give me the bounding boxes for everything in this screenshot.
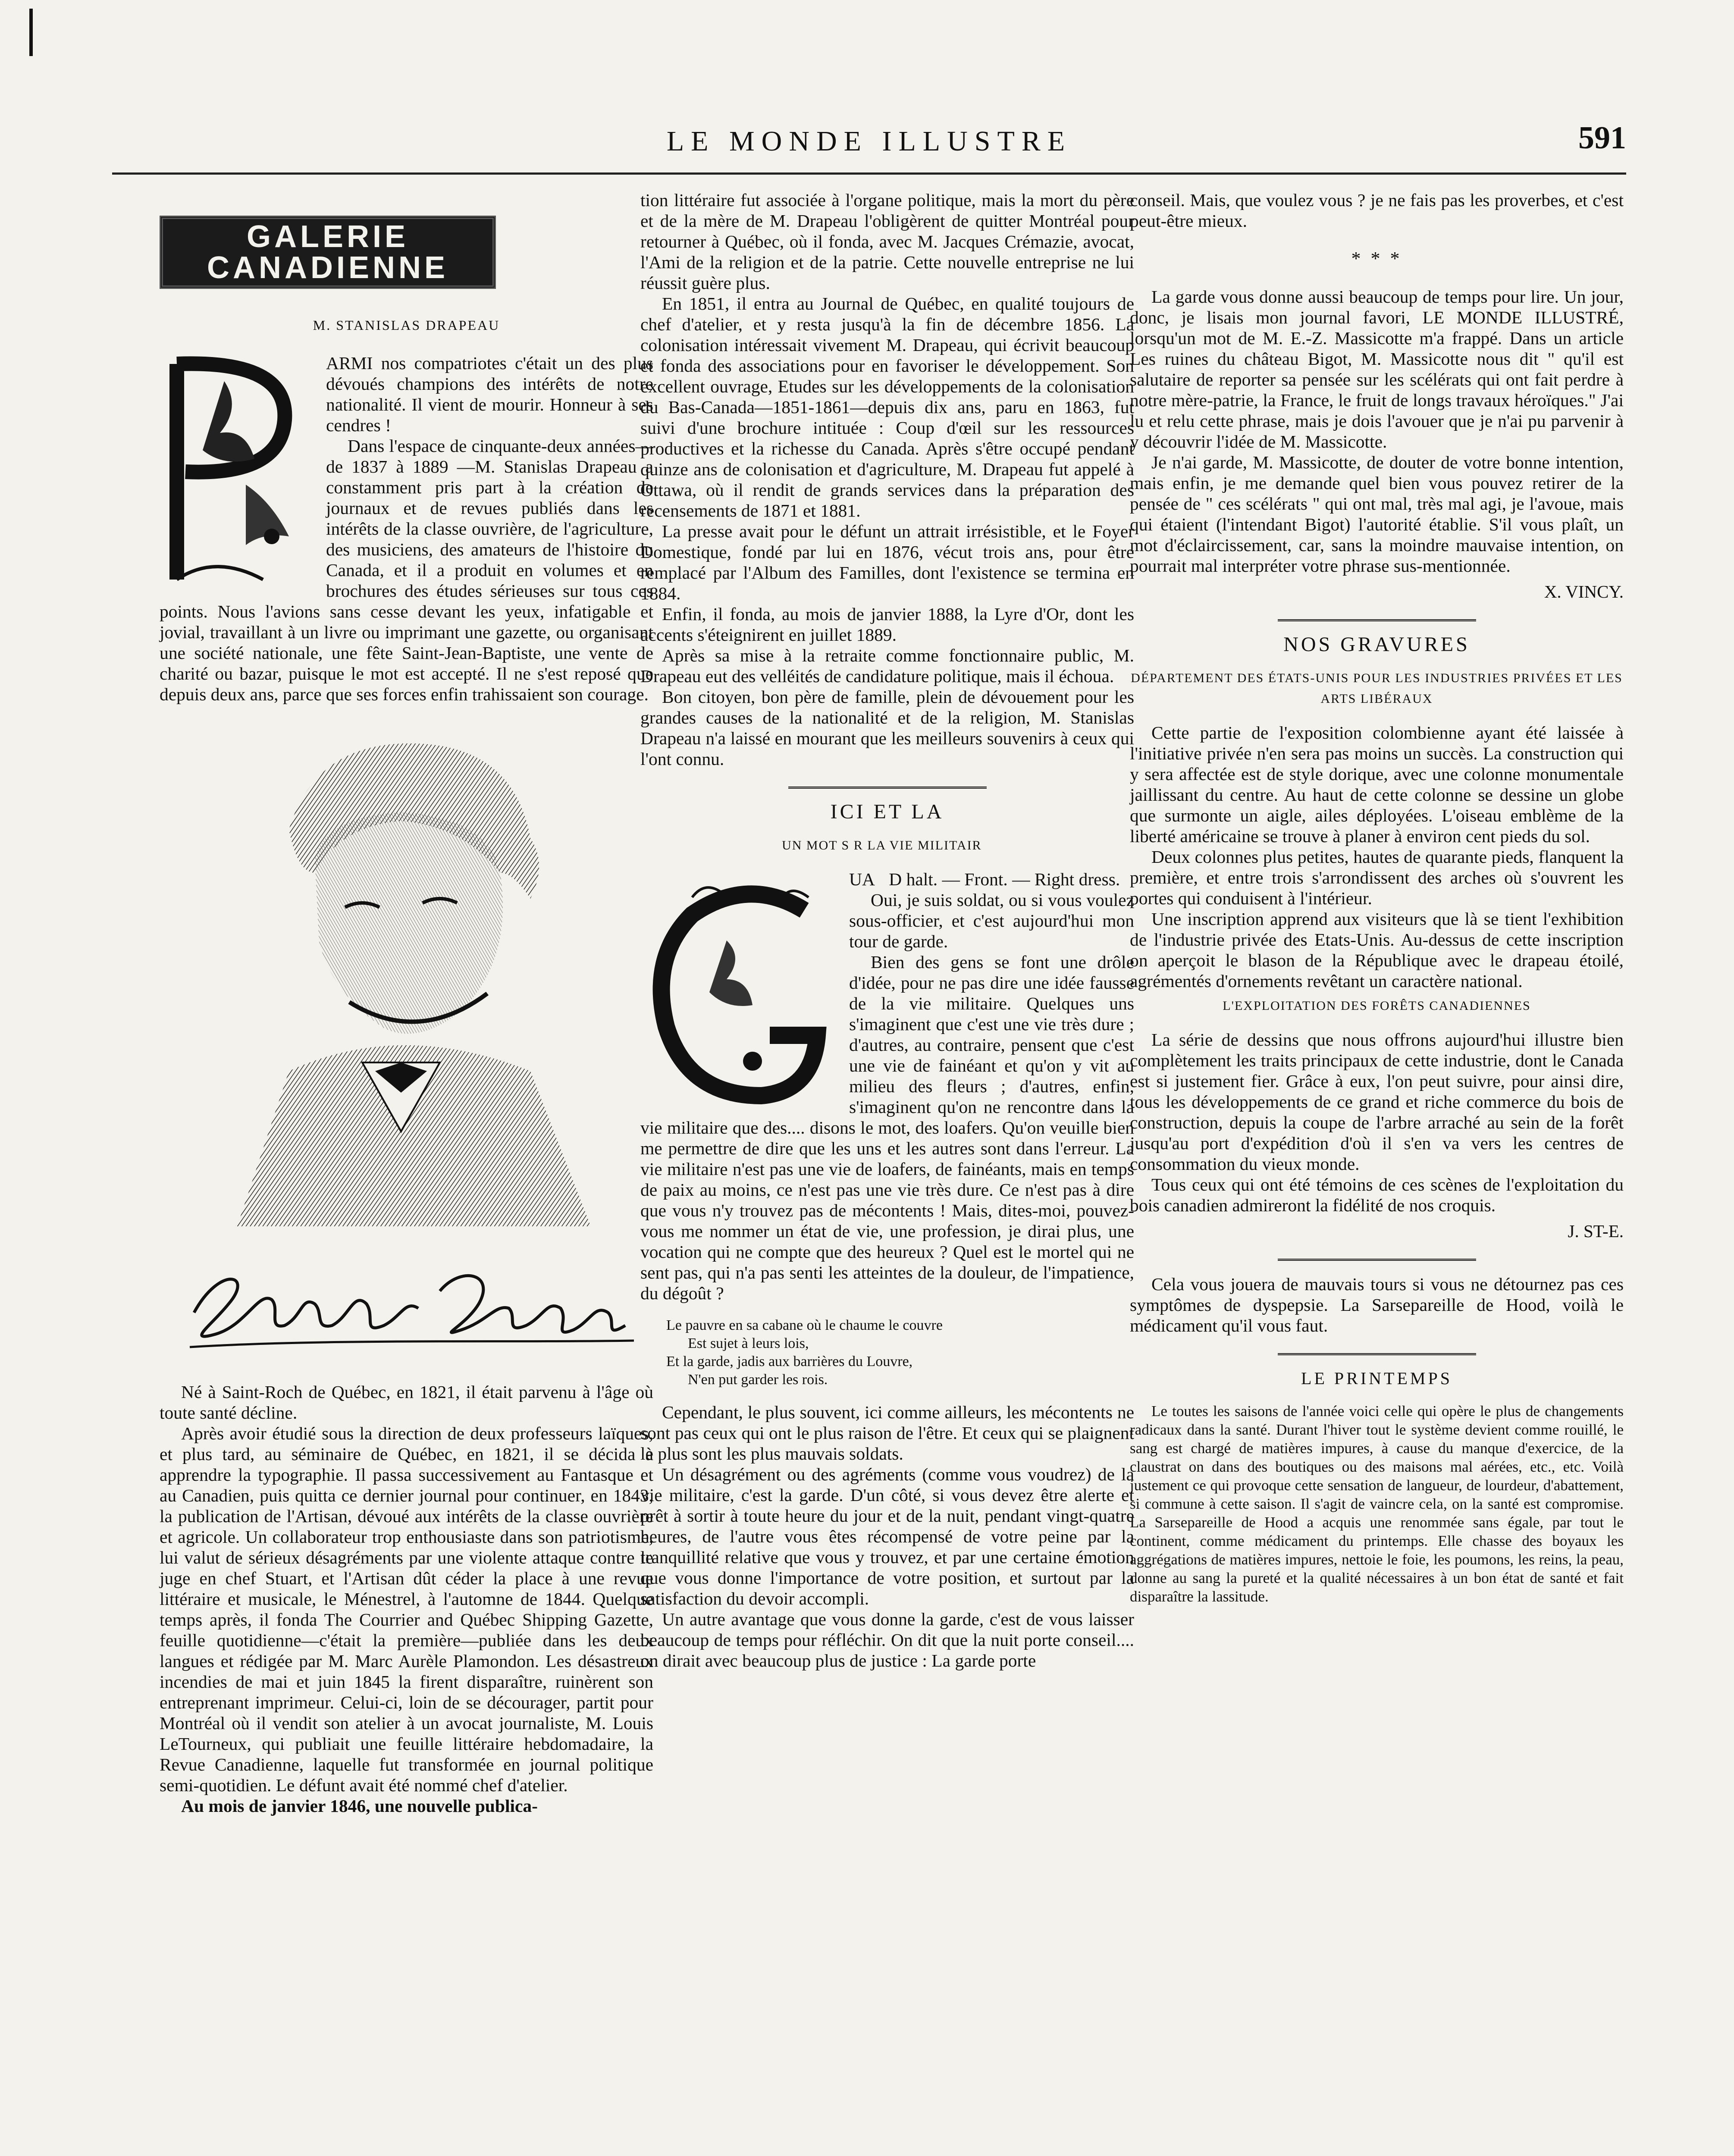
masthead-line-2: CANADIENNE [207,251,449,285]
scan-edge-mark [29,9,33,56]
paragraph: Après avoir étudié sous la direction de deux professeurs laïques, et plus tard, au séminaire de Québec, en 1821, il se décida à apprendre la typographie. Il passa successivement au Fantasque et au Canadien, puis quitta ce dernier journal pour continuer, en 1843, la publication de l'Artisan, dévoué aux intérêts de la classe ouvrière et agricole. Un collaborateur trop enthousiaste dans son patriotisme, lui valut de sérieux désagréments par une violente attaque contre le juge en chef Stuart, et l'Artisan dût céder la place à une revue littéraire et musicale, le Ménestrel, à l'automne de 1844. Quelque temps après, il fonda The Courrier and Québec Shipping Gazette, feuille quotidienne—c'était la première—publiée dans les deux langues et rédigée par M. Marc Aurèle Plamondon. Les désastreux incendies de mai et juin 1845 la firent disparaître, ruinèrent son entreprenant imprimeur. Celui-ci, loin de se décourager, partit pour Montréal où il vendit son atelier à un avocat journaliste, M. Louis LeTourneux, qui publiait une feuille littéraire hebdomadaire, la Revue Canadienne, laquelle fut transformée en journal politique semi-quotidien. Le défunt avait été nommé chef d'atelier. [160,1423,653,1795]
section-title-le-printemps: LE PRINTEMPS [1301,1369,1452,1388]
running-title: LE MONDE ILLUSTRE [666,125,1072,157]
paragraph: Au mois de janvier 1846, une nouvelle publica- [181,1796,538,1816]
article-subhead: UN MOT S R LA VIE MILITAIR  [782,838,993,852]
masthead-line-1: GALERIE [246,219,409,254]
poem-line: Le pauvre en sa cabane où le chaume le couvre [666,1317,943,1333]
column-1 [160,190,653,1816]
ornamental-drop-cap-g [640,871,839,1113]
column-2 [640,190,1134,1671]
paragraph: La presse avait pour le défunt un attrait irrésistible, et le Foyer Domestique, fondé par lui en 1876, vécut trois ans, pour être remplacé par l'Album des Familles, dont l'existence se termina en 1884. [640,521,1134,603]
paragraph: UA D halt. — Front. — Right dress. [849,869,1120,889]
section-divider [1278,1353,1476,1355]
paragraph: Cela vous jouera de mauvais tours si vous ne détournez pas ces symptômes de dyspepsie. La Sarsepareille de Hood, voilà le médicament qu'il vous faut. [1130,1274,1624,1335]
paragraph: Cependant, le plus souvent, ici comme ailleurs, les mécontents ne sont pas ceux qui ont le plus raison de l'être. Et ceux qui se plaignent le plus sont les plus mauvais soldats. [640,1402,1134,1463]
paragraph: tion littéraire fut associée à l'organe politique, mais la mort du père et de la mère de M. Drapeau l'obligèrent de quitter Montréal pour retourner à Québec, où il fonda, avec M. Jacques Crémazie, avocat, l'Ami de la religion et de la patrie. Cette nouvelle entreprise ne lui réussit guère plus. [640,190,1134,293]
paragraph: Né à Saint-Roch de Québec, en 1821, il était parvenu à l'âge où toute santé décline. [160,1382,653,1423]
section-title-ici-et-la: ICI ET LA [830,800,944,823]
paragraph: Après sa mise à la retraite comme fonctionnaire public, M. Drapeau eut des velléités de candidature politique, mais il échoua. [640,646,1134,686]
paragraph: Oui, je suis soldat, ou si vous voulez sous-officier, et c'est aujourd'hui mon tour de garde. [849,890,1134,951]
paragraph: Bien des gens se font une drôle d'idée, pour ne pas dire une idée fausse de la vie militaire. Quelques uns s'imaginent que c'est une vie très dure ; d'autres, au contraire, pensent que c'est une vie de fainéant et qu'on y vit au milieu des fleurs ; d'autres, enfin, s'imaginent qu'on ne rencontre dans la vie militaire que des.... disons le mot, des loafers. Qu'on veuille bien me permettre de dire que les uns et les autres sont dans l'erreur. La vie militaire n'est pas une vie de loafers, de fainéants, mais en temps de paix au moins, ce n'est pas une vie très dure. Ce n'est pas à dire que vous n'y trouvez pas de mécontents ! Mais, dites-moi, pouvez-vous me nommer un état de vie, une profession, je dirai plus, une vocation qui ne compte que des heureux ? Quel est le mortel qui ne sent pas, qui n'a pas senti les atteintes de la douleur, de l'impatience, du dégoût ? [640,952,1134,1303]
paragraph: En 1851, il entra au Journal de Québec, en qualité toujours de chef d'atelier, et y resta jusqu'à la fin de décembre 1856. La colonisation intéressait vivement M. Drapeau, qui écrivit beaucoup et fonda des associations pour en favoriser le développement. Son excellent ouvrage, Etudes sur les développements de la colonisation du Bas-Canada—1851-1861—depuis dix ans, paru en 1863, fut suivi d'une brochure intituée : Coup d'œil sur les ressources productives et la richesse du Canada. Après s'être occupé pendant quinze ans de colonisation et d'agriculture, M. Drapeau fut appelé à Ottawa, où il rendit de grands services dans la préparation des recensements de 1871 et 1881. [640,294,1134,520]
paragraph: Tous ceux qui ont été témoins de ces scènes de l'exploitation du bois canadien admireront la fidélité de nos croquis. [1130,1175,1624,1215]
paragraph: conseil. Mais, que voulez vous ? je ne fais pas les proverbes, et c'est peut-être mieux. [1130,190,1624,231]
asterism-divider: * * * [1351,248,1402,269]
galerie-canadienne-masthead [160,216,496,289]
page-number: 591 [1578,120,1626,156]
column-3 [1130,190,1624,1606]
paragraph: ARMI nos compatriotes c'était un des plus dévoués champions des intérêts de notre nationalité. Il vient de mourir. Honneur à ses cendres ! [326,353,653,435]
page-header [112,116,1626,175]
poem-line: N'en put garder les rois. [688,1372,828,1388]
paragraph: Un autre avantage que vous donne la garde, c'est de vous laisser beaucoup de temps pour réfléchir. On dit que la nuit porte conseil.... on dirait avec beaucoup plus de justice : La garde porte [640,1609,1134,1670]
poem-line: Est sujet à leurs lois, [688,1335,809,1351]
paragraph: Dans l'espace de cinquante-deux années—de 1837 à 1889 —M. Stanislas Drapeau a constamment pris part à la création de journaux et de revues publiés dans les intérêts de la classe ouvrière, de l'agriculture, des musiciens, des amateurs de l'histoire du Canada, et il a produit en volumes et en brochures des études sérieuses sur tous ces points. Nous l'avions sans cesse devant les yeux, infatigable et jovial, travaillant à un livre ou imprimant une gazette, ou organisant une société nationale, une fête Saint-Jean-Baptiste, une vente de charité ou bazar, puisque le mot est accepté. Il ne s'est reposé que depuis deux ans, parce que ses forces enfin trahissaient son courage. [160,436,653,704]
poem-line: Et la garde, jadis aux barrières du Louvre, [666,1354,913,1369]
section-divider [788,787,987,789]
paragraph: Cette partie de l'exposition colombienne ayant été laissée à l'initiative privée n'en sera pas moins un succès. La construction qui y sera affectée est de style dorique, avec une colonne monumentale jaillissant du centre. Au haut de cette colonne se dessine un globe que surmonte un aigle, ailes déployées. L'oiseau emblème de la liberté américaine se trouve à planer à environ cent pieds du sol. [1130,723,1624,846]
handwritten-signature [160,1239,653,1369]
paragraph: Deux colonnes plus petites, hautes de quarante pieds, flanquent la première, et entre trois s'arrondissent des arches où s'ouvrent les portes qui conduisent à l'intérieur. [1130,847,1624,908]
paragraph: Je n'ai garde, M. Massicotte, de douter de votre bonne intention, mais enfin, je me demande quel bien vous pouvez retirer de la pensée de " ces scélérats " qui ont mal, très mal agi, je l'avoue, mais qui étaient (l'intendant Bigot) l'autorité établie. S'il vous plaît, un mot d'éclaircissement, car, sans la moindre mauvaise intention, on pourrait mal interpréter votre phrase sus-mentionnée. [1130,452,1624,576]
paragraph: La série de dessins que nous offrons aujourd'hui illustre bien complètement les traits principaux de cette industrie, dont le Canada est si justement fier. Grâce à eux, l'on peut suivre, pour ainsi dire, tous les développements de ce grand et riche commerce du bois de construction, depuis la coupe de l'arbre arraché au sein de la forêt jusqu'au port d'expédition d'où il s'en va vers les centres de consommation du vieux monde. [1130,1030,1624,1174]
author-signature: J. ST-E. [1568,1221,1624,1241]
section-divider [1278,619,1476,621]
paragraph: Le toutes les saisons de l'année voici celle qui opère le plus de changements radicaux dans la santé. Durant l'hiver tout le système devient comme rouillé, le sang est chargé de matières impures, à cause du manque d'exercice, de la claustrat on dans des boutiques ou des maisons mal aérées, etc., etc. Voilà justement ce qui provoque cette sensation de langueur, de lourdeur, d'abattement, si commune à cette saison. Il s'agit de vaincre cela, on la santé est compromise. La Sarsepareille de Hood a acquis une renommée sans égale, par tout le continent, comme médicament du printemps. Elle chasse des boyaux les aggrégations de matières impures, nettoie le foie, les poumons, les reins, la peau, donne au sang la pureté et la qualité nécessaires à un bon état de santé et fait disparaître la lassitude. [1130,1403,1624,1605]
paragraph: Une inscription apprend aux visiteurs que là se tient l'exhibition de l'industrie privée des Etats-Unis. Au-dessus de cette inscription on aperçoit le blason de la République avec le drapeau étoilé, agrémentés d'ornements revêtant un caractère national. [1130,909,1624,991]
article-subhead: L'EXPLOITATION DES FORÊTS CANADIENNES [1223,999,1531,1013]
author-signature: X. VINCY. [1544,582,1624,602]
portrait-engraving [160,718,653,1226]
section-title-nos-gravures: NOS GRAVURES [1283,633,1470,656]
paragraph: Un désagrément ou des agréments (comme vous voudrez) de la vie militaire, c'est la garde. D'un côté, si vous devez être alerte et prêt à sortir à toute heure du jour et de la nuit, pendant vingt-quatre heures, de l'autre vous êtes récompensé de votre peine par la tranquillité relative que vous y trouvez, et par une certaine émotion que vous donne l'importance de votre position, et surtout par la satisfaction du devoir accompli. [640,1464,1134,1608]
ornamental-drop-cap-p [160,355,315,588]
section-divider [1278,1259,1476,1261]
article-subhead: DÉPARTEMENT DES ÉTATS-UNIS POUR LES INDUSTRIES PRIVÉES ET LES ARTS LIBÉRAUX [1131,671,1623,706]
paragraph: Enfin, il fonda, au mois de janvier 1888, la Lyre d'Or, dont les accents s'éteignirent en juillet 1889. [640,604,1134,645]
paragraph: Bon citoyen, bon père de famille, plein de dévouement pour les grandes causes de la nationalité et de la religion, M. Stanislas Drapeau n'a laissé en mourant que les meilleurs souvenirs à ceux qui l'ont connu. [640,687,1134,769]
paragraph: La garde vous donne aussi beaucoup de temps pour lire. Un jour, donc, je lisais mon journal favori, LE MONDE ILLUSTRÉ, lorsqu'un mot de M. E.-Z. Massicotte m'a frappé. Dans un article Les ruines du château Bigot, M. Massicotte nous dit " qu'il est salutaire de reporter sa pensée sur les scélérats qui ont fait perdre à notre mère-patrie, la France, le fruit de longs travaux héroïques." J'ai lu et relu cette phrase, mais je dois l'avouer que je n'ai pu parvenir à y découvrir l'idée de M. Massicotte. [1130,287,1624,451]
article-title: M. STANISLAS DRAPEAU [313,317,500,333]
poem-quote [666,1316,1134,1389]
